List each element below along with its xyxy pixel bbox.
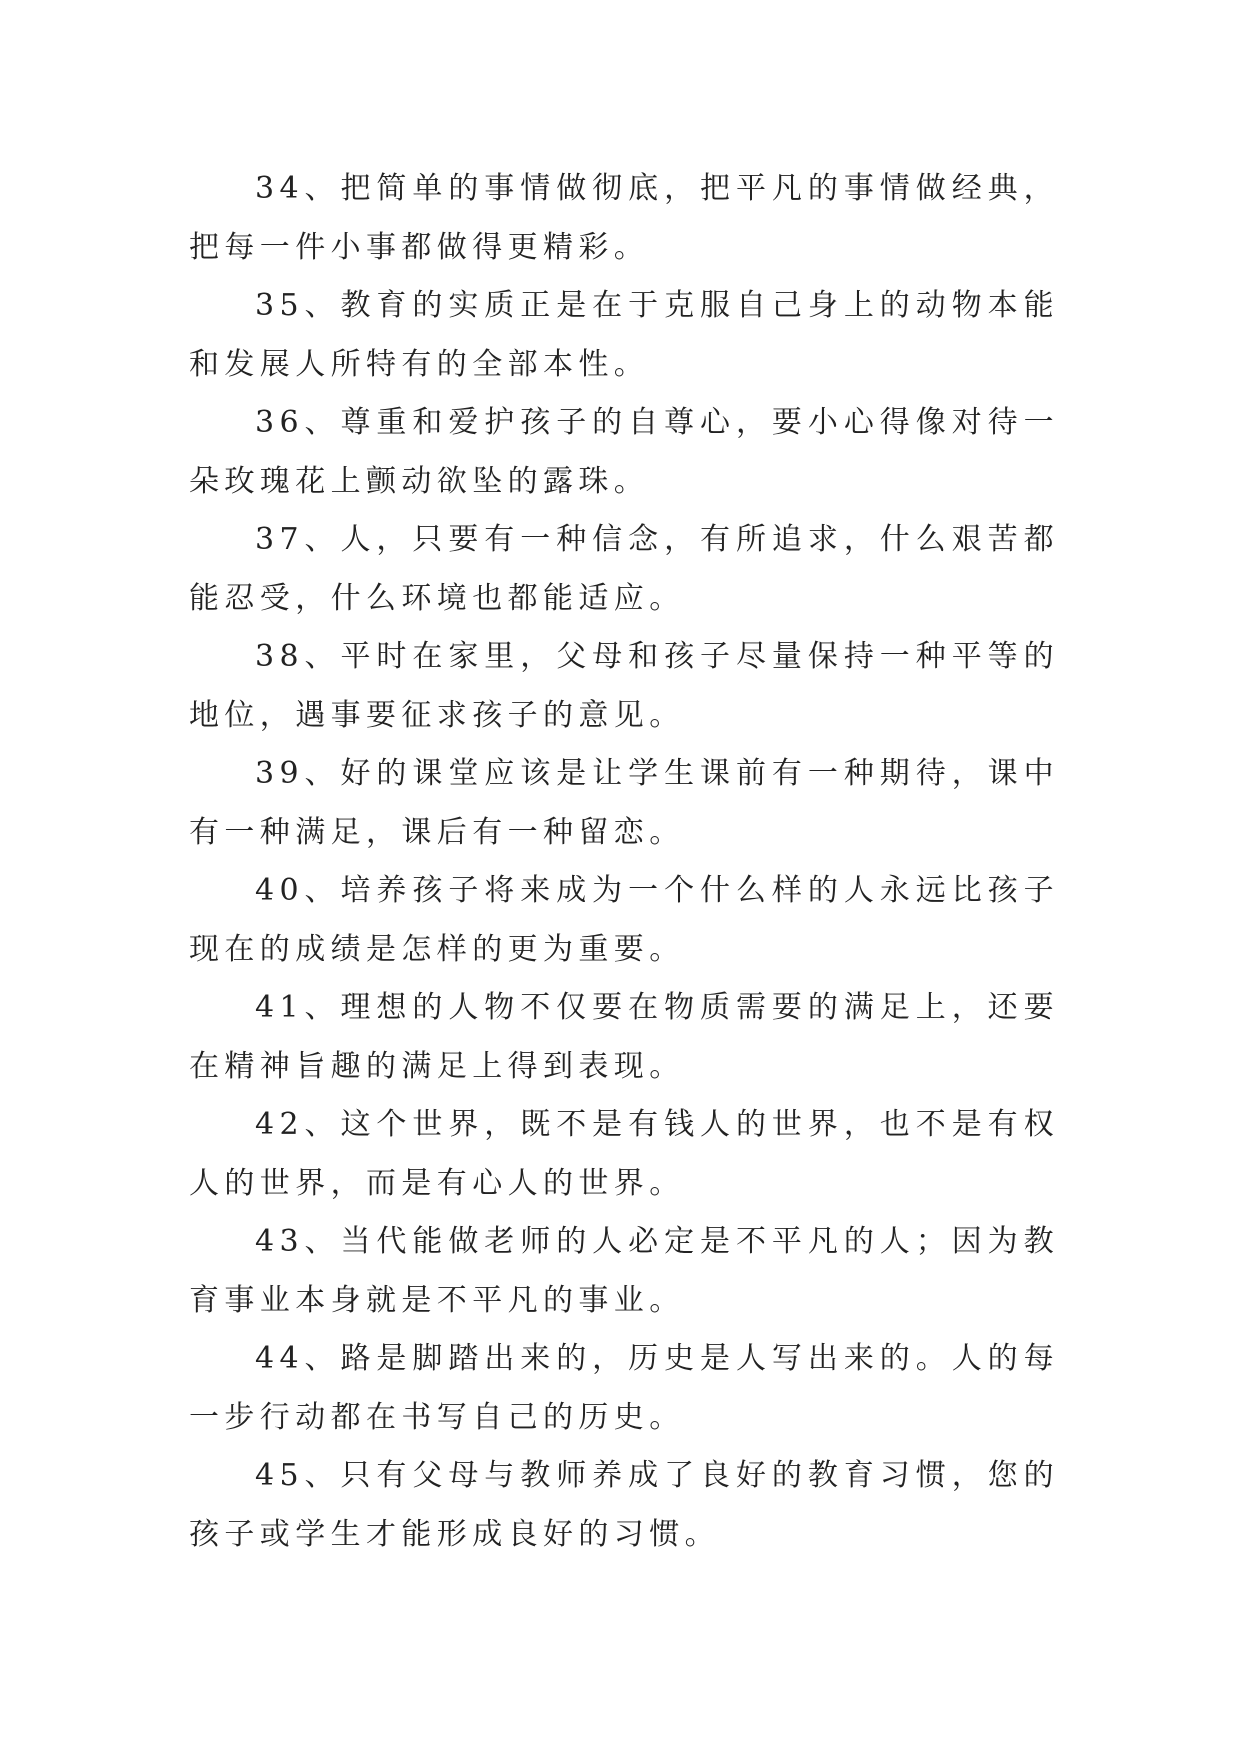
document-body [189,160,1059,1564]
paragraph-45: 45、只有父母与教师养成了良好的教育习惯，您的孩子或学生才能形成良好的习惯。 [189,1458,1059,1552]
paragraph-43: 43、当代能做老师的人必定是不平凡的人；因为教育事业本身就是不平凡的事业。 [189,1224,1059,1318]
paragraph-38: 38、平时在家里，父母和孩子尽量保持一种平等的地位，遇事要征求孩子的意见。 [189,639,1059,733]
paragraph-44: 44、路是脚踏出来的，历史是人写出来的。人的每一步行动都在书写自己的历史。 [189,1341,1059,1435]
paragraph-41: 41、理想的人物不仅要在物质需要的满足上，还要在精神旨趣的满足上得到表现。 [189,990,1059,1084]
paragraph-35: 35、教育的实质正是在于克服自己身上的动物本能和发展人所特有的全部本性。 [189,288,1059,382]
paragraph-40: 40、培养孩子将来成为一个什么样的人永远比孩子现在的成绩是怎样的更为重要。 [189,873,1059,967]
paragraph-36: 36、尊重和爱护孩子的自尊心，要小心得像对待一朵玫瑰花上颤动欲坠的露珠。 [189,405,1059,499]
paragraph-34: 34、把简单的事情做彻底，把平凡的事情做经典，把每一件小事都做得更精彩。 [189,171,1059,265]
paragraph-39: 39、好的课堂应该是让学生课前有一种期待，课中有一种满足，课后有一种留恋。 [189,756,1059,850]
paragraph-42: 42、这个世界，既不是有钱人的世界，也不是有权人的世界，而是有心人的世界。 [189,1107,1059,1201]
paragraph-37: 37、人，只要有一种信念，有所追求，什么艰苦都能忍受，什么环境也都能适应。 [189,522,1059,616]
